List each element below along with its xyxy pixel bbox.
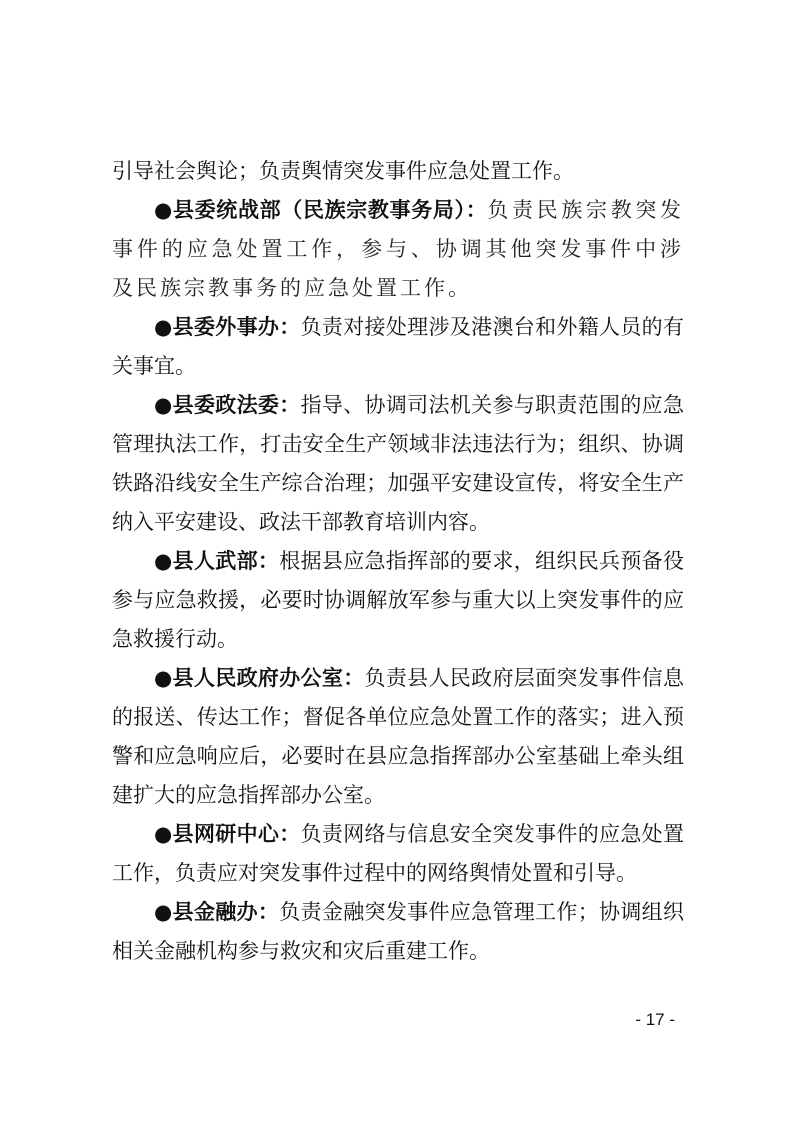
- paragraph-political-legal: [112, 386, 684, 542]
- paragraph-heading: ●县人民政府办公室：: [154, 666, 365, 690]
- paragraph-body: 指导、协调司法机关参与职责范围的应急管理执法工作，打击安全生产领域非法违法行为；组织、协调铁路沿线安全生产综合治理；加强平安建设宣传，将安全生产纳入平安建设、政法干部教育培训内容。: [112, 393, 684, 534]
- paragraph-heading: ●县人武部：: [154, 549, 280, 573]
- paragraph-heading: ●县委统战部（民族宗教事务局）：: [154, 198, 488, 222]
- paragraph-body: 负责县人民政府层面突发事件信息的报送、传达工作；督促各单位应急处置工作的落实；进入预警和应急响应后，必要时在县应急指挥部办公室基础上牵头组建扩大的应急指挥部办公室。: [112, 666, 685, 807]
- paragraph-united-front: [112, 191, 684, 308]
- paragraph-body: 负责对接处理涉及港澳台和外籍人员的有关事宜。: [112, 315, 684, 378]
- paragraph-heading: ●县网研中心：: [154, 822, 301, 846]
- paragraph-body: 负责网络与信息安全突发事件的应急处置工作，负责应对突发事件过程中的网络舆情处置和引导。: [112, 822, 684, 885]
- paragraph-heading: ●县金融办：: [154, 900, 280, 924]
- paragraph-body: 根据县应急指挥部的要求，组织民兵预备役参与应急救援，必要时协调解放军参与重大以上突发事件的应急救援行动。: [112, 549, 685, 651]
- paragraph-body: 负责金融突发事件应急管理工作；协调组织相关金融机构参与救灾和灾后重建工作。: [112, 900, 685, 963]
- paragraph-body: 负责民族宗教突发事件的应急处置工作，参与、协调其他突发事件中涉及民族宗教事务的应急处置工作。: [112, 198, 685, 300]
- document-body: [112, 152, 684, 971]
- paragraph-armed-forces: [112, 542, 684, 659]
- paragraph-heading: ●县委政法委：: [154, 393, 301, 417]
- paragraph-finance-office: [112, 893, 684, 971]
- paragraph-continuation: [112, 152, 684, 191]
- paragraph-foreign-affairs: [112, 308, 684, 386]
- paragraph-heading: ●县委外事办：: [154, 315, 301, 339]
- page-number: - 17 -: [635, 1010, 675, 1029]
- paragraph-government-office: [112, 659, 684, 815]
- paragraph-body: 引导社会舆论；负责舆情突发事件应急处置工作。: [112, 159, 574, 183]
- paragraph-network-center: [112, 815, 684, 893]
